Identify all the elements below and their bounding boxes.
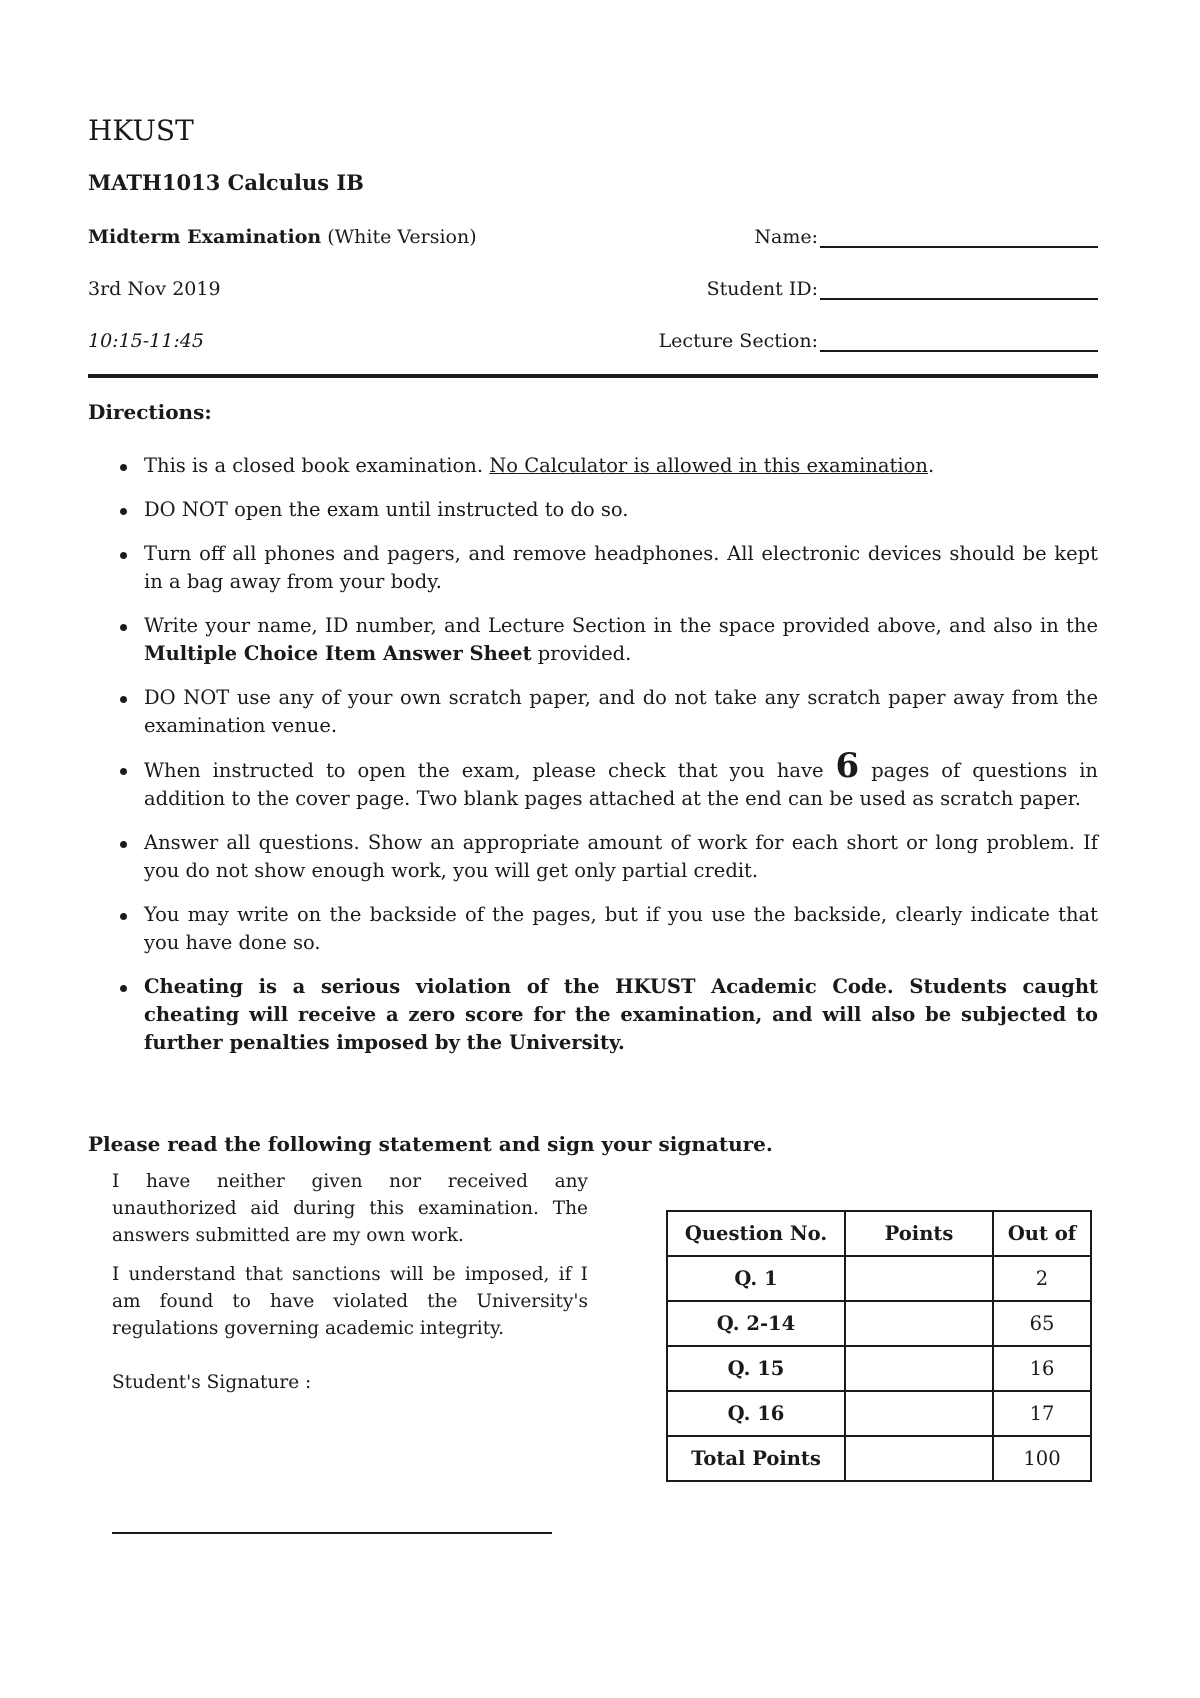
- question-cell: Q. 2-14: [667, 1301, 845, 1346]
- signature-line[interactable]: [112, 1532, 552, 1534]
- name-label: Name:: [754, 226, 818, 248]
- directions-list: [110, 452, 1098, 1073]
- table-row: [667, 1256, 1091, 1301]
- info-row-time: [88, 330, 1098, 360]
- out-of-cell: 17: [993, 1391, 1091, 1436]
- table-row: [667, 1346, 1091, 1391]
- bullet-icon: [120, 696, 127, 703]
- info-row-date: [88, 278, 1098, 308]
- statement-heading: Please read the following statement and sign your signature.: [88, 1132, 773, 1156]
- course-title: MATH1013 Calculus IB: [88, 170, 364, 195]
- column-header: Question No.: [667, 1211, 845, 1256]
- bullet-icon: [120, 508, 127, 515]
- bullet-icon: [120, 841, 127, 848]
- bullet-icon: [120, 552, 127, 559]
- points-cell[interactable]: [845, 1391, 993, 1436]
- bullet-icon: [120, 913, 127, 920]
- lecture-section-input-line[interactable]: [820, 330, 1098, 352]
- bullet-icon: [120, 768, 127, 775]
- header-divider: [88, 374, 1098, 378]
- out-of-cell: 16: [993, 1346, 1091, 1391]
- points-cell[interactable]: [845, 1301, 993, 1346]
- out-of-cell: 2: [993, 1256, 1091, 1301]
- honesty-pledge: [112, 1168, 588, 1354]
- lecture-section-label: Lecture Section:: [658, 330, 818, 352]
- info-row-exam: [88, 226, 1098, 256]
- name-input-line[interactable]: [820, 226, 1098, 248]
- bullet-icon: [120, 985, 127, 992]
- student-id-label: Student ID:: [706, 278, 818, 300]
- bullet-icon: [120, 624, 127, 631]
- exam-date: 3rd Nov 2019: [88, 278, 221, 300]
- student-id-field[interactable]: [707, 278, 1098, 300]
- pledge-paragraph: I have neither given nor received any unauthorized aid during this examination. The answers submitted are my own work.: [112, 1171, 588, 1246]
- directions-item: Answer all questions. Show an appropriate amount of work for each short or long problem. If you do not show enough work, you will get only partial credit.: [110, 829, 1098, 885]
- name-field[interactable]: [754, 226, 1098, 248]
- out-of-cell: 100: [993, 1436, 1091, 1481]
- exam-version: (White Version): [327, 226, 477, 248]
- directions-item: DO NOT use any of your own scratch paper, and do not take any scratch paper away from the examination venue.: [110, 684, 1098, 740]
- institution-name: HKUST: [88, 114, 194, 147]
- column-header: Points: [845, 1211, 993, 1256]
- out-of-cell: 65: [993, 1301, 1091, 1346]
- question-cell: Q. 16: [667, 1391, 845, 1436]
- question-cell: Q. 1: [667, 1256, 845, 1301]
- lecture-section-field[interactable]: [659, 330, 1098, 352]
- points-cell[interactable]: [845, 1346, 993, 1391]
- page-count: 6: [835, 746, 860, 786]
- exam-time: 10:15-11:45: [88, 330, 204, 352]
- directions-item: Write your name, ID number, and Lecture Section in the space provided above, and also in the Multiple Choice Item Answer Sheet provided.: [110, 612, 1098, 668]
- pledge-paragraph: I understand that sanctions will be imposed, if I am found to have violated the University's regulations governing academic integrity.: [112, 1264, 588, 1339]
- directions-item: This is a closed book examination. No Calculator is allowed in this examination.: [110, 452, 1098, 480]
- score-table: [666, 1210, 1092, 1482]
- table-row: [667, 1301, 1091, 1346]
- points-cell[interactable]: [845, 1256, 993, 1301]
- score-table-header: [667, 1211, 1091, 1256]
- question-cell: Q. 15: [667, 1346, 845, 1391]
- exam-title-bold: Midterm Examination: [88, 226, 322, 248]
- answer-sheet-name: Multiple Choice Item Answer Sheet: [144, 642, 532, 665]
- directions-item-cheating: Cheating is a serious violation of the HKUST Academic Code. Students caught cheating will receive a zero score for the examination, and will also be subjected to further penalties imposed by the University.: [110, 973, 1098, 1057]
- table-row: [667, 1391, 1091, 1436]
- directions-item: When instructed to open the exam, please check that you have 6 pages of questions in addition to the cover page. Two blank pages attached at the end can be used as scratch paper.: [110, 756, 1098, 813]
- question-cell: Total Points: [667, 1436, 845, 1481]
- bullet-icon: [120, 464, 127, 471]
- directions-item: Turn off all phones and pagers, and remove headphones. All electronic devices should be kept in a bag away from your body.: [110, 540, 1098, 596]
- table-row-total: [667, 1436, 1091, 1481]
- points-cell[interactable]: [845, 1436, 993, 1481]
- student-id-input-line[interactable]: [820, 278, 1098, 300]
- directions-item: You may write on the backside of the pages, but if you use the backside, clearly indicate that you have done so.: [110, 901, 1098, 957]
- signature-label: Student's Signature :: [112, 1372, 312, 1393]
- no-calculator-note: No Calculator is allowed in this examination: [489, 454, 928, 477]
- exam-title: [88, 226, 477, 248]
- directions-title: Directions:: [88, 400, 212, 424]
- column-header: Out of: [993, 1211, 1091, 1256]
- directions-item: DO NOT open the exam until instructed to do so.: [110, 496, 1098, 524]
